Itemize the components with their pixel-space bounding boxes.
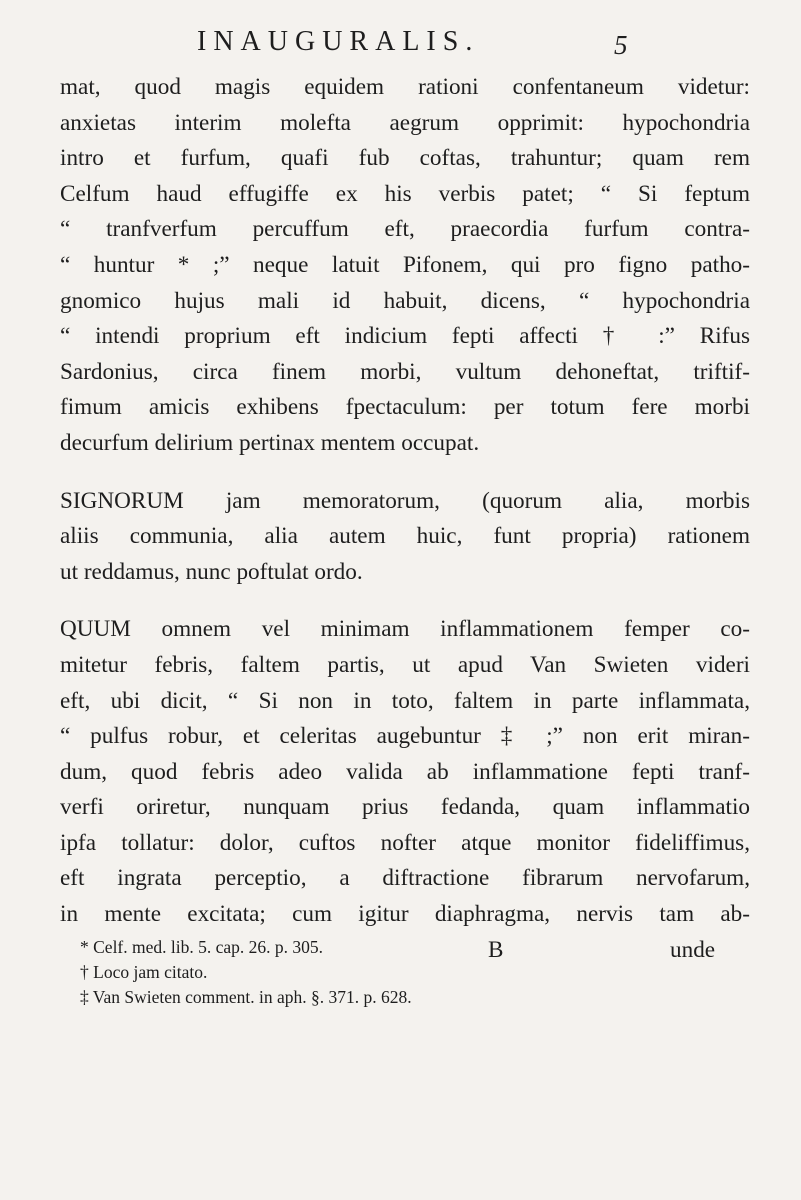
running-head (0, 26, 801, 66)
footnote: ‡ Van Swieten comment. in aph. §. 371. p. 628. (80, 987, 412, 1007)
text-line: Sardonius, circa finem morbi, vultum dehoneftat, triftif- (60, 358, 750, 385)
footnote: * Celf. med. lib. 5. cap. 26. p. 305. (80, 937, 324, 957)
text-line: gnomico hujus mali id habuit, dicens, “ hypochondria (60, 287, 750, 314)
paragraph-1 (60, 70, 750, 462)
footnotes (60, 935, 750, 1010)
paragraph-gap (60, 462, 750, 484)
text-line: fimum amicis exhibens fpectaculum: per totum fere morbi (60, 394, 750, 421)
text-line: intro et furfum, quafi fub coftas, trahuntur; quam rem (60, 145, 750, 172)
text-line: dum, quod febris adeo valida ab inflammatione fepti tranf- (60, 758, 750, 785)
body-text (60, 70, 750, 968)
text-line: QUUM omnem vel minimam inflammationem femper co- (60, 616, 750, 643)
text-line: eft ingrata perceptio, a diftractione fibrarum nervofarum, (60, 865, 750, 892)
text-line: decurfum delirium pertinax mentem occupat. (60, 429, 480, 456)
catchword: unde (670, 936, 716, 963)
text-line: “ tranfverfum percuffum eft, praecordia furfum contra- (60, 216, 750, 243)
text-line: “ pulfus robur, et celeritas augebuntur ‡ ;” non erit miran- (60, 723, 750, 750)
signature-mark: B (488, 936, 504, 963)
running-title: INAUGURALIS. (197, 26, 480, 57)
text-line: “ huntur * ;” neque latuit Pifonem, qui pro figno patho- (60, 251, 750, 278)
text-line: “ intendi proprium eft indicium fepti affecti † :” Rifus (60, 323, 750, 350)
text-line: aliis communia, alia autem huic, funt propria) rationem (60, 523, 750, 550)
text-line: SIGNORUM jam memoratorum, (quorum alia, morbis (60, 487, 750, 514)
text-line: anxietas interim molefta aegrum opprimit: hypochondria (60, 109, 750, 136)
text-line: ut reddamus, nunc poftulat ordo. (60, 558, 363, 585)
paragraph-gap (60, 590, 750, 612)
text-line: ipfa tollatur: dolor, cuftos nofter atque monitor fideliffimus, (60, 829, 750, 856)
text-line: mitetur febris, faltem partis, ut apud Van Swieten videri (60, 651, 750, 678)
text-line: Celfum haud effugiffe ex his verbis patet; “ Si feptum (60, 180, 750, 207)
footnote: † Loco jam citato. (80, 962, 208, 982)
text-line: mat, quod magis equidem rationi confentaneum videtur: (60, 74, 750, 100)
text-line: eft, ubi dicit, “ Si non in toto, faltem in parte inflammata, (60, 687, 750, 714)
paragraph-2 (60, 484, 750, 591)
text-line: in mente excitata; cum igitur diaphragma, nervis tam ab- (60, 901, 750, 928)
page-number: 5 (614, 30, 628, 60)
paragraph-3 (60, 612, 750, 932)
text-line: verfi oriretur, nunquam prius fedanda, quam inflammatio (60, 794, 750, 821)
